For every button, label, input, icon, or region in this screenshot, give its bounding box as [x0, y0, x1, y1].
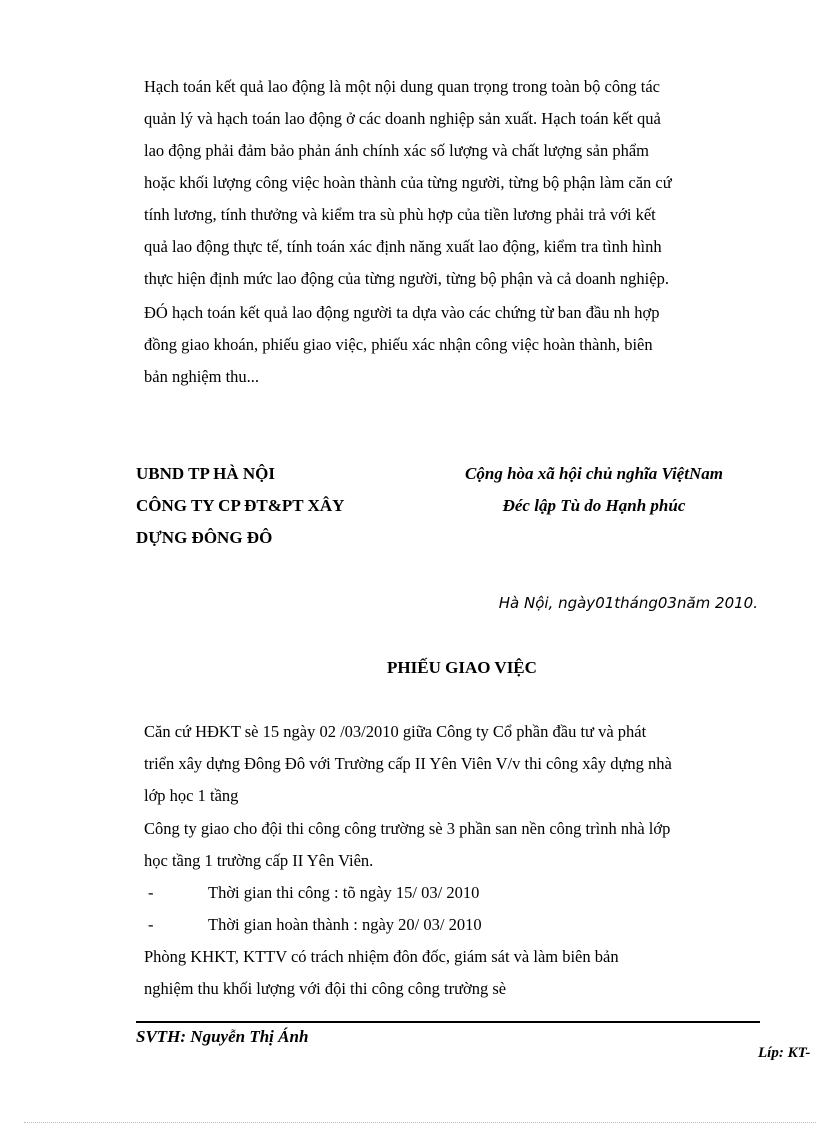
paragraph-line: quản lý và hạch toán lao động ở các doanh nghiệp sản xuất. Hạch toán kết quả — [144, 109, 661, 128]
paragraph-assignment — [136, 813, 758, 877]
paragraph-line: bản nghiệm thu... — [144, 367, 260, 386]
organization-line: CÔNG TY CP ĐT&PT XÂY — [136, 496, 345, 515]
paragraph-line: Hạch toán kết quả lao động là một nội dung quan trọng trong toàn bộ công tác — [144, 77, 660, 96]
form-title: PHIẾU GIAO VIỆC — [387, 658, 537, 677]
bullet-text: Thời gian hoàn thành : ngày 20/ 03/ 2010 — [208, 915, 482, 934]
paragraph-source-documents — [136, 297, 758, 393]
bullet-text: Thời gian thi công : tõ ngày 15/ 03/ 2010 — [208, 883, 480, 902]
paragraph-line: thực hiện định mức lao động của từng người, từng bộ phận và cả doanh nghiệp. — [144, 269, 669, 288]
date-line: Hà Nội, ngày01tháng03năm 2010. — [498, 594, 758, 612]
motto-line: Đéc lập Tù do Hạnh phúc — [502, 496, 686, 515]
paragraph-line: lớp học 1 tầng — [144, 786, 239, 805]
paragraph-supervision — [136, 941, 758, 1005]
paragraph-labor-accounting — [136, 71, 758, 295]
paragraph-line: học tầng 1 trường cấp II Yên Viên. — [144, 851, 374, 870]
paragraph-line: Công ty giao cho đội thi công công trường sè 3 phần san nền công trình nhà lớp — [144, 819, 671, 838]
organization-line: UBND TP HÀ NỘI — [136, 464, 276, 483]
paragraph-line: Phòng KHKT, KTTV có trách nhiệm đôn đốc, giám sát và làm biên bản — [144, 947, 619, 966]
bullet-dash: - — [148, 915, 154, 934]
organization-header — [136, 458, 344, 554]
paragraph-line: lao động phải đảm bảo phản ánh chính xác số lượng và chất lượng sản phẩm — [144, 141, 650, 160]
national-motto — [400, 458, 788, 522]
paragraph-line: triển xây dựng Đông Đô với Trường cấp II Yên Viên V/v thi công xây dựng nhà — [144, 754, 672, 773]
paragraph-line: ĐÓ hạch toán kết quả lao động người ta dựa vào các chứng từ ban đầu nh hợp — [144, 303, 660, 322]
paragraph-contract-basis — [136, 716, 758, 812]
paragraph-line: Căn cứ HĐKT sè 15 ngày 02 /03/2010 giữa Công ty Cổ phần đầu tư và phát — [144, 722, 647, 741]
paragraph-line: tính lương, tính thưởng và kiểm tra sù phù hợp của tiền lương phải trả với kết — [144, 205, 656, 224]
paragraph-line: đồng giao khoán, phiếu giao việc, phiếu xác nhận công việc hoàn thành, biên — [144, 335, 653, 354]
paragraph-line: quả lao động thực tế, tính toán xác định năng xuất lao động, kiểm tra tình hình — [144, 237, 662, 256]
student-name: SVTH: Nguyễn Thị Ánh — [136, 1027, 309, 1046]
class-label: Líp: KT- — [758, 1045, 811, 1061]
motto-line: Cộng hòa xã hội chủ nghĩa ViệtNam — [465, 464, 723, 483]
organization-line: DỰNG ĐÔNG ĐÔ — [136, 528, 273, 547]
paragraph-line: nghiệm thu khối lượng với đội thi công công trường sè — [144, 979, 507, 998]
bullet-dash: - — [148, 883, 154, 902]
footer-rule — [136, 1021, 760, 1023]
paragraph-line: hoặc khối lượng công việc hoàn thành của từng người, từng bộ phận làm căn cứ — [144, 173, 672, 192]
